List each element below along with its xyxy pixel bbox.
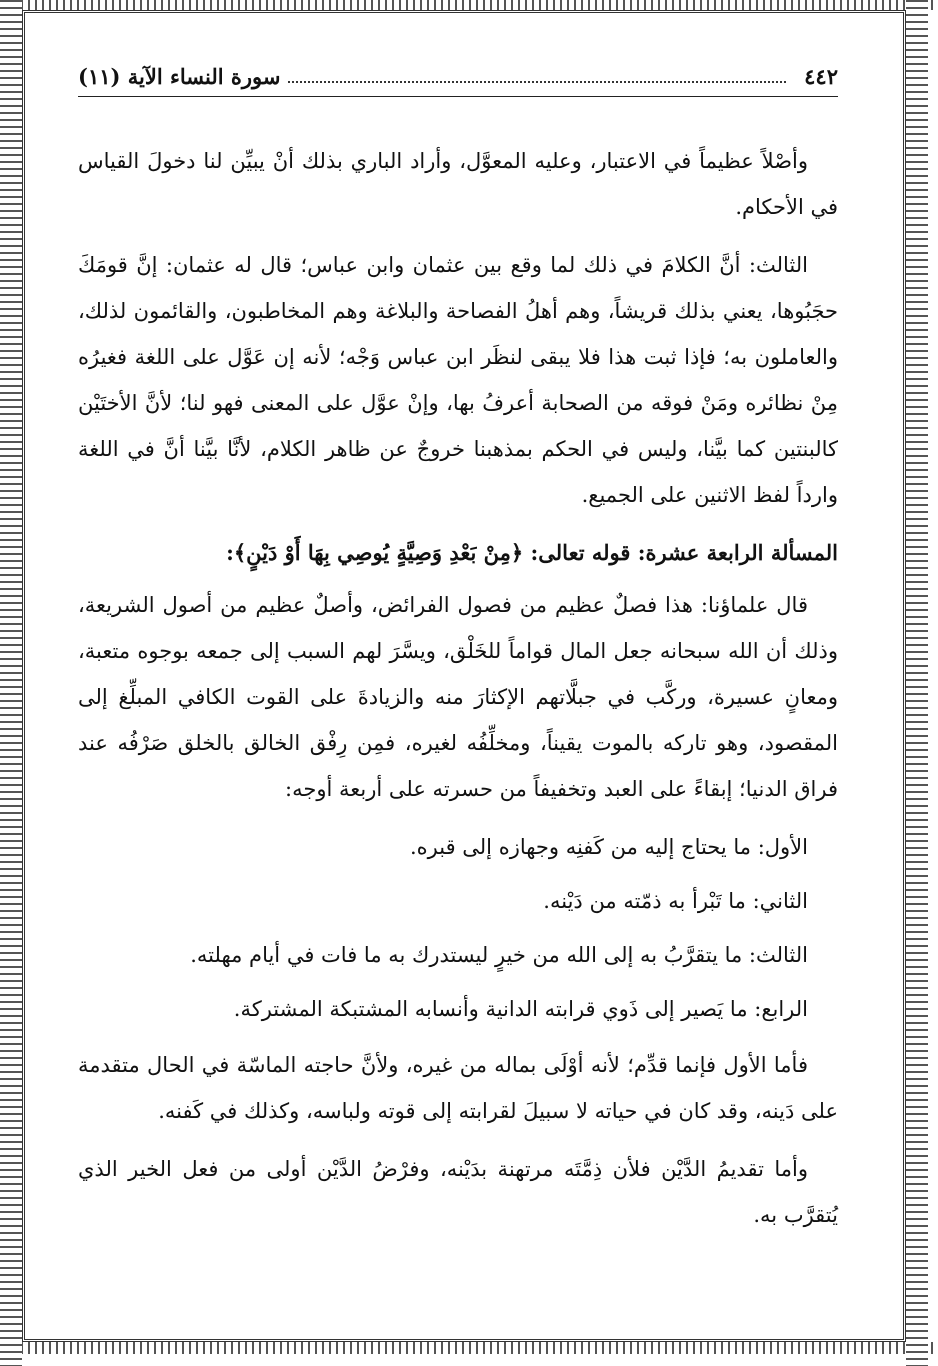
- decorative-border-top: [0, 0, 938, 10]
- page-body: [78, 138, 838, 1250]
- section-heading: المسألة الرابعة عشرة: قوله تعالى: ﴿مِنْ بَعْدِ وَصِيَّةٍ يُوصِي بِهَا أَوْ دَيْنٍ﴾:: [226, 540, 838, 565]
- list-item: الثاني: ما تَبْرأ به ذمّته من دَيْنه.: [543, 889, 808, 913]
- decorative-border-bottom: [0, 1342, 938, 1354]
- header-dots: [288, 69, 786, 83]
- decorative-border-right: [906, 0, 928, 1366]
- paragraph: وأما تقديمُ الدَّيْن فلأن ذِمَّتَه مرتهنة بدَيْنه، وفرْضُ الدَّيْن أولى من فعل الخير الذي يُتقرَّب به.: [78, 1157, 838, 1227]
- list-item: الرابع: ما يَصير إلى ذَوي قرابته الدانية وأنسابه المشتبكة المشتركة.: [233, 997, 808, 1021]
- list-item: الثالث: ما يتقرَّبُ به إلى الله من خيرٍ ليستدرك به ما فات في أيام مهلته.: [190, 943, 808, 967]
- running-title: سورة النساء الآية (١١): [78, 63, 281, 89]
- decorative-border-left: [0, 0, 22, 1366]
- page-header: [78, 56, 838, 97]
- paragraph: وأصْلاً عظيماً في الاعتبار، وعليه المعوَّل، وأراد الباري بذلك أنْ يبيِّن لنا دخولَ القياس في الأحكام.: [78, 149, 838, 219]
- paragraph: فأما الأول فإنما قدِّم؛ لأنه أوْلَى بماله من غيره، ولأنَّ حاجته الماسّة في الحال متقدمة على دَينه، وقد كان في حياته لا سبيلَ لقرابته إلى قوته ولباسه، وكذلك في كَفنه.: [78, 1053, 838, 1123]
- list-item: الأول: ما يحتاج إليه من كَفنِه وجهازه إلى قبره.: [409, 835, 808, 859]
- paragraph: الثالث: أنَّ الكلامَ في ذلك لما وقع بين عثمان وابن عباس؛ قال له عثمان: إنَّ قومَكَ حجَبُوها، يعني بذلك قريشاً، وهم أهلُ الفصاحة والبلاغة وهم المخاطبون، والقائمون لذلك، والعاملون به؛ فإذا ثبت هذا فلا يبقى لنظَر ابن عباس وَجْه؛ لأنه إن عَوَّل على اللغة فغيرُه مِنْ نظائره ومَنْ فوقه من الصحابة أعرفُ بها، وإنْ عوَّل على المعنى فهو لنا؛ لأنَّ الأختَيْن كالبنتين كما بيَّنا، وليس في الحكم بمذهبنا خروجٌ عن ظاهر الكلام، لأنَّا بيَّنا أنَّ في اللغة وارداً لفظ الاثنين على الجميع.: [78, 253, 838, 507]
- paragraph: قال علماؤنا: هذا فصلٌ عظيم من فصول الفرائض، وأصلٌ عظيم من أصول الشريعة، وذلك أن الله سبحانه جعل المال قواماً للخَلْق، ويسَّرَ لهم السبب إلى جمعه بوجوه متعبة، ومعانٍ عسيرة، وركَّب في جبلَّاتهم الإكثارَ منه والزيادةَ على القوت الكافي المبلِّغ إلى المقصود، وهو تاركه بالموت يقيناً، ومخلِّفُه لغيره، فمِن رِفْق الخالق بالخلق صَرْفُه عند فراق الدنيا؛ إبقاءً على العبد وتخفيفاً من حسرته على أربعة أوجه:: [78, 593, 838, 801]
- page-number: ٤٤٢: [804, 63, 838, 89]
